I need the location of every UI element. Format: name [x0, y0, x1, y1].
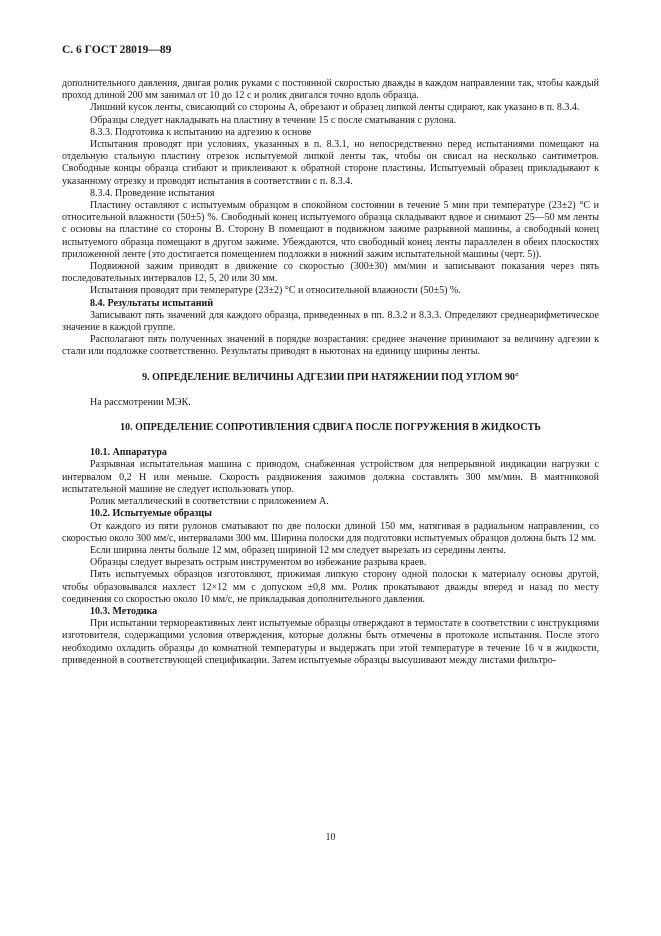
page-number: 10 — [325, 832, 336, 843]
paragraph: Испытания проводят при условиях, указанных в п. 8.3.1, но непосредственно перед испытаниями помещают на отдельную стальную пластину отрезок испытуемой липкой ленты так, чтобы он свисал на несколько сантиметров. Свободные концы образца сгибают и приклеивают к обратной стороне пластины. Испытуемый образец прикладывают к указанному отрезку и проводят испытания в соответствии с п. 8.3.4. — [62, 139, 599, 187]
paragraph: Пластину оставляют с испытуемым образцом в спокойном состоянии в течение 5 мин при температуре (23±2) °С и относительной влажности (50±5) %. Свободный конец испытуемого образца складывают вдвое и снимают 25—50 мм ленты с основы на пластине со стороны В. Сторону В помещают в подвижном зажиме разрывной машины, а свободный конец испытуемого образца помещают в другом зажиме. Убеждаются, что свободный конец ленты параллелен в обеих плоскостях приложенной ленте (это достигается помещением подложки в нижний зажим испытательной машины (черт. 5)). — [62, 200, 599, 260]
page-header: С. 6 ГОСТ 28019—89 — [62, 44, 172, 56]
section-9-title: 9. ОПРЕДЕЛЕНИЕ ВЕЛИЧИНЫ АДГЕЗИИ ПРИ НАТЯЖЕНИИ ПОД УГЛОМ 90° — [142, 371, 519, 383]
paragraph: Лишний кусок ленты, свисающий со стороны А, обрезают и образец липкой ленты сдирают, как указано в п. 8.3.4. — [90, 102, 580, 114]
paragraph: Записывают пять значений для каждого образца, приведенных в пп. 8.3.2 и 8.3.3. Определяют среднеарифметическое значение в каждой группе. — [62, 309, 599, 334]
paragraph: От каждого из пяти рулонов сматывают по две полоски длиной 150 мм, натягивая в радиальном направлении, со скоростью около 300 мм/с, интервалами 300 мм. Ширина полоски для подготовки испытуемых образцов должна быть 12 мм. — [62, 520, 599, 544]
paragraph: При испытании термореактивных лент испытуемые образцы отверждают в термостате в соответствии с инструкциями изготовителя, содержащими условия отверждения, которые должны быть отмечены в протоколе испытания. После этого необходимо охладить образцы до комнатной температуры и выдержать при этой температуре в течение 16 ч в жидкости, приведенной в соответствующей спецификации. Затем испытуемые образцы высушивают между листами фильтро- — [62, 618, 599, 666]
paragraph: Подвижной зажим приводят в движение со скоростью (300±30) мм/мин и записывают показания через пять последовательных интервалов 12, 5, 20 или 30 мм. — [62, 261, 599, 285]
section-10-1-title: 10.1. Аппаратура — [90, 447, 167, 459]
paragraph: Образцы следует вырезать острым инструментом во избежание разрыва краев. — [90, 557, 427, 569]
paragraph: дополнительного давления, двигая ролик руками с постоянной скоростью дважды в каждом направлении так, чтобы каждый проход длиной 200 мм занимал от 10 до 12 с и ролик двигался точно вдоль образца. — [62, 78, 599, 102]
paragraph: Образцы следует накладывать на пластину в течение 15 с после сматывания с рулона. — [90, 114, 457, 126]
section-10-3-title: 10.3. Методика — [90, 605, 158, 617]
subsection-heading: 8.3.4. Проведение испытания — [90, 187, 215, 199]
paragraph: На рассмотрении МЭК. — [90, 396, 191, 408]
section-10-title: 10. ОПРЕДЕЛЕНИЕ СОПРОТИВЛЕНИЯ СДВИГА ПОСЛЕ ПОГРУЖЕНИЯ В ЖИДКОСТЬ — [120, 422, 541, 434]
section-10-2-title: 10.2. Испытуемые образцы — [90, 508, 212, 520]
block-8-3 — [62, 78, 599, 298]
paragraph: Пять испытуемых образцов изготовляют, прижимая липкую сторону одной полоски к материалу основы другой, чтобы образовывался нахлест 12×12 мм с допуском ±0,8 мм. Ролик прокатывают дважды вперед и назад по месту соединения со скоростью около 10 мм/с, не прикладывая дополнительного давления. — [62, 569, 599, 605]
paragraph: Ролик металлический в соответствии с приложением А. — [90, 496, 329, 508]
paragraph: Если ширина ленты больше 12 мм, образец шириной 12 мм следует вырезать из середины ленты. — [90, 544, 506, 556]
paragraph: Разрывная испытательная машина с приводом, снабженная устройством для непрерывной индикации нагрузки с интервалом 0,2 Н или меньше. Скорость раздвижения зажимов должна составлять 300 мм/мин. В маятниковой испытательной машине не следует использовать упор. — [62, 459, 599, 495]
section-8-4-title: 8.4. Результаты испытаний — [90, 297, 214, 309]
subsection-heading: 8.3.3. Подготовка к испытанию на адгезию к основе — [90, 126, 312, 138]
paragraph: Испытания проводят при температуре (23±2) °С и относительной влажности (50±5) %. — [90, 285, 461, 297]
paragraph: Располагают пять полученных значений в порядке возрастания: среднее значение принимают за величину адгезии к стали или подложке соответственно. Результаты приводят в ньютонах на единицу ширины ленты. — [62, 334, 599, 358]
